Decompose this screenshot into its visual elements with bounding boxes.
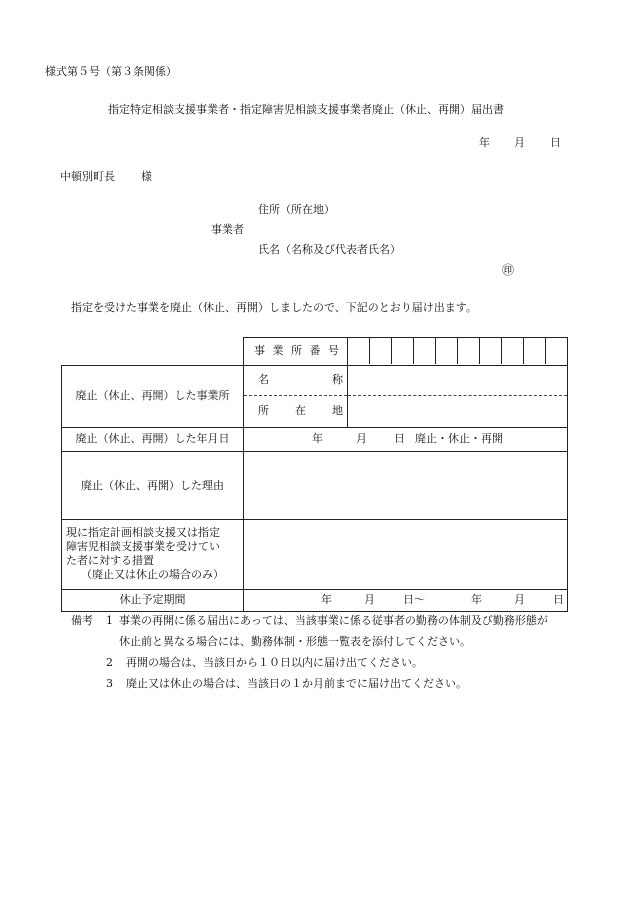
closure-type-options[interactable]: 廃止・休止・再開 [415, 432, 503, 446]
office-number-digit[interactable] [458, 338, 480, 364]
seal-mark: ㊞ [502, 263, 515, 277]
notification-table [61, 337, 568, 612]
office-number-label: 事 業 所 番 号 [244, 338, 348, 366]
suspension-period-label: 休止予定期間 [62, 589, 244, 611]
recipient-honorific: 様 [141, 170, 152, 183]
measure-field[interactable] [244, 520, 568, 589]
office-name-field[interactable] [348, 365, 568, 396]
office-name-row [62, 365, 568, 396]
office-number-digit[interactable] [436, 338, 458, 364]
office-address-label: 所 在 地 [244, 396, 348, 428]
note-1-number: 1 [106, 614, 113, 627]
address-label: 住所（所在地） [258, 203, 335, 216]
note-3-text: 廃止又は休止の場合は、当該日の１か月前までに届け出てください。 [126, 677, 467, 690]
closure-date-label: 廃止（休止、再開）した年月日 [62, 427, 244, 451]
note-2-text: 再開の場合は、当該日から１０日以内に届け出てください。 [126, 656, 423, 669]
note-1-line-2: 休止前と異なる場合には、勤務体制・形態一覧表を添付してください。 [119, 635, 471, 648]
reason-row [62, 452, 568, 520]
office-number-digit[interactable] [546, 338, 567, 364]
office-label: 廃止（休止、再開）した事業所 [62, 365, 244, 427]
measure-row [62, 520, 568, 589]
office-number-digit[interactable] [502, 338, 524, 364]
name-label: 氏名（名称及び代表者氏名） [258, 243, 401, 256]
date-year-label: 年 [479, 136, 490, 149]
office-number-digit[interactable] [524, 338, 546, 364]
suspension-period-field[interactable]: 年 月 日～ 年 月 日 [244, 589, 568, 611]
office-number-boxes[interactable] [348, 338, 568, 366]
note-2-number: 2 [106, 656, 113, 669]
office-number-digit[interactable] [370, 338, 392, 364]
reason-field[interactable] [244, 452, 568, 520]
intro-text: 指定を受けた事業を廃止（休止、再開）しましたので、下記のとおり届け出ます。 [71, 301, 477, 314]
note-1-line-1: 事業の再開に係る届出にあっては、当該事業に係る従事者の勤務の体制及び勤務形態が [119, 614, 548, 627]
recipient: 中頓別町長 [60, 170, 115, 183]
office-number-row [62, 338, 568, 366]
form-title: 指定特定相談支援事業者・指定障害児相談支援事業者廃止（休止、再開）届出書 [108, 103, 504, 116]
office-number-digit[interactable] [392, 338, 414, 364]
reason-label: 廃止（休止、再開）した理由 [62, 452, 244, 520]
closure-date-field[interactable]: 年 月 日 廃止・休止・再開 [244, 427, 568, 451]
office-name-label: 名 称 [244, 365, 348, 396]
office-address-field[interactable] [348, 396, 568, 428]
date-month-label: 月 [514, 136, 525, 149]
form-number: 様式第５号（第３条関係） [45, 65, 177, 78]
measure-label: 現に指定計画相談支援又は指定 障害児相談支援事業を受けてい た者に対する措置 （廃止又は休止の場合のみ） [62, 520, 244, 589]
note-3-number: 3 [106, 677, 113, 690]
suspension-period-row [62, 589, 568, 611]
closure-date-row [62, 427, 568, 451]
date-day-label: 日 [550, 136, 561, 149]
office-number-digit[interactable] [480, 338, 502, 364]
notes-heading: 備考 [71, 614, 93, 627]
office-number-digit[interactable] [414, 338, 436, 364]
office-number-digit[interactable] [348, 338, 370, 364]
office-number-blank [62, 338, 244, 366]
operator-label: 事業者 [211, 223, 244, 236]
